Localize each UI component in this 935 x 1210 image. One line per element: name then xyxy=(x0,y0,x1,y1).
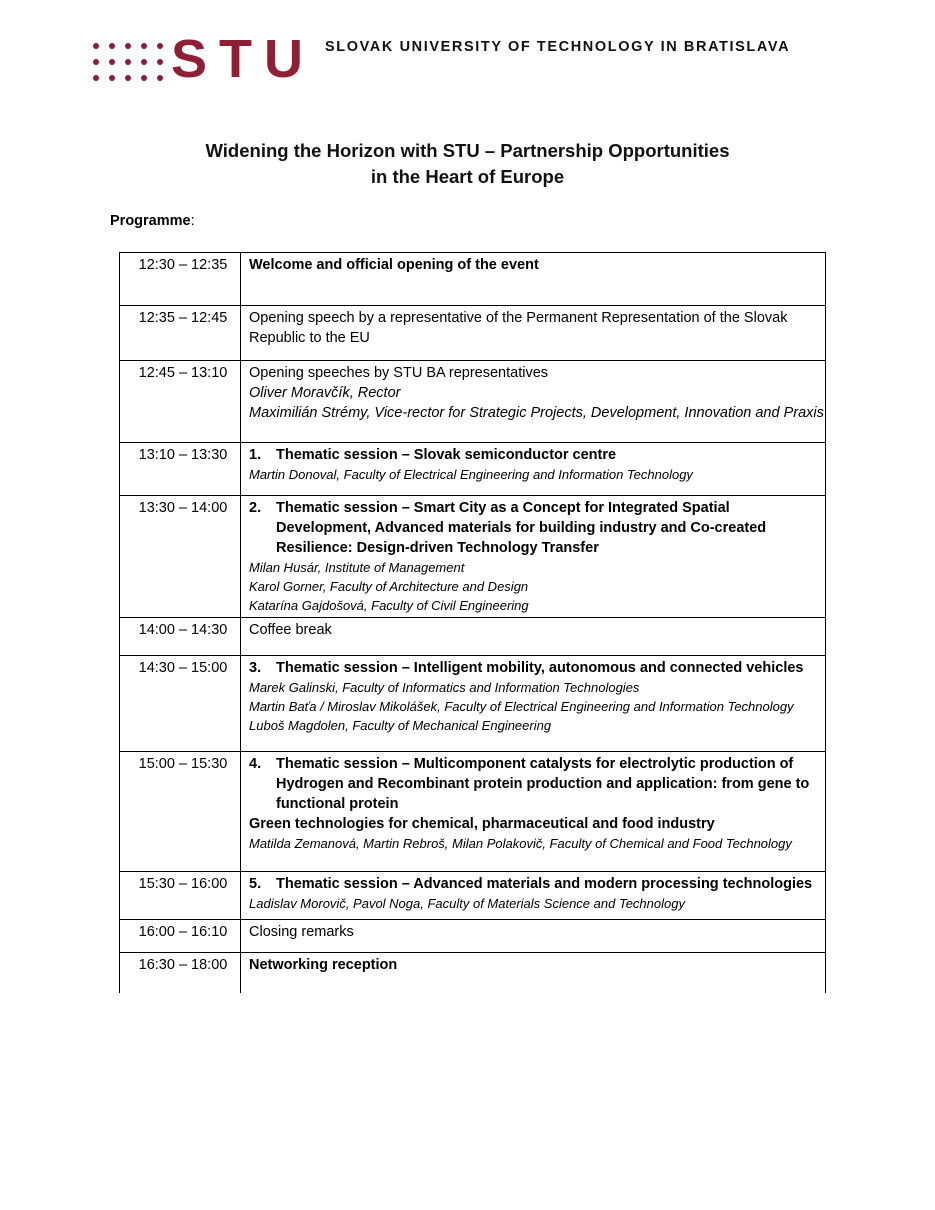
speaker-name: Matilda Zemanová, Martin Rebroš, Milan Polakovič, Faculty of Chemical and Food Technology xyxy=(249,836,792,851)
session-number: 1. xyxy=(249,447,262,463)
agenda-time: 12:30 – 12:35 xyxy=(120,253,241,306)
agenda-time: 15:30 – 16:00 xyxy=(120,872,241,920)
speaker-name: Maximilián Strémy, Vice-rector for Strategic Projects, Development, Innovation and Praxis xyxy=(249,405,824,421)
speaker-name: Martin Baťa / Miroslav Mikolášek, Faculty of Electrical Engineering and Information Technology xyxy=(249,699,794,714)
speaker-name: Katarína Gajdošová, Faculty of Civil Engineering xyxy=(249,598,529,613)
speaker-name: Milan Husár, Institute of Management xyxy=(249,560,465,575)
session-title xyxy=(249,754,825,814)
university-name: SLOVAK UNIVERSITY OF TECHNOLOGY IN BRATISLAVA xyxy=(325,39,791,55)
agenda-item-text: Coffee break xyxy=(249,622,332,638)
title-line-1: Widening the Horizon with STU – Partnership Opportunities xyxy=(205,140,730,161)
session-title xyxy=(249,874,825,894)
agenda-time: 14:00 – 14:30 xyxy=(120,618,241,656)
agenda-item xyxy=(241,920,826,953)
agenda-item xyxy=(241,872,826,920)
agenda-item xyxy=(241,618,826,656)
session-title-text: Thematic session – Advanced materials and modern processing technologies xyxy=(276,876,813,892)
speaker-name: Martin Donoval, Faculty of Electrical Engineering and Information Technology xyxy=(249,467,693,482)
session-subtitle: Green technologies for chemical, pharmaceutical and food industry xyxy=(249,816,715,832)
agenda-row xyxy=(120,443,826,496)
agenda-table xyxy=(119,252,826,993)
agenda-row xyxy=(120,306,826,361)
agenda-row xyxy=(120,872,826,920)
speaker-name: Luboš Magdolen, Faculty of Mechanical Engineering xyxy=(249,718,552,733)
speaker-name: Karol Gorner, Faculty of Architecture and Design xyxy=(249,579,529,594)
agenda-item xyxy=(241,953,826,993)
session-number: 2. xyxy=(249,500,262,516)
agenda-time: 12:45 – 13:10 xyxy=(120,361,241,443)
session-title-text: Thematic session – Smart City as a Concept for Integrated Spatial Development, Advanced materials for building industry and Co-created Resilience: Design-driven Technology Transfer xyxy=(276,500,767,556)
session-title xyxy=(249,498,825,558)
agenda-item-text: Opening speeches by STU BA representatives xyxy=(249,365,549,381)
session-number: 5. xyxy=(249,876,262,892)
document-title xyxy=(0,138,935,190)
title-line-2: in the Heart of Europe xyxy=(370,166,565,187)
agenda-row xyxy=(120,361,826,443)
logo-dots-icon xyxy=(93,43,165,83)
agenda-item xyxy=(241,496,826,618)
agenda-item xyxy=(241,656,826,752)
agenda-row xyxy=(120,253,826,306)
session-title-text: Thematic session – Multicomponent catalysts for electrolytic production of Hydrogen and Recombinant protein production and application: from gene to functional protein xyxy=(276,756,810,812)
agenda-item xyxy=(241,443,826,496)
agenda-time: 12:35 – 12:45 xyxy=(120,306,241,361)
agenda-row xyxy=(120,656,826,752)
agenda-row xyxy=(120,920,826,953)
session-number: 3. xyxy=(249,660,262,676)
agenda-item-text: Closing remarks xyxy=(249,924,354,940)
stu-logo xyxy=(93,29,315,89)
agenda-item-text: Welcome and official opening of the event xyxy=(249,257,539,273)
agenda-item-text: Networking reception xyxy=(249,957,398,973)
logo-wordmark: STU xyxy=(171,29,315,89)
session-title-text: Thematic session – Intelligent mobility, autonomous and connected vehicles xyxy=(276,660,804,676)
agenda-row xyxy=(120,496,826,618)
agenda-row xyxy=(120,953,826,993)
programme-label: Programme: xyxy=(110,213,195,229)
speaker-name: Ladislav Morovič, Pavol Noga, Faculty of Materials Science and Technology xyxy=(249,896,685,911)
speaker-name: Oliver Moravčík, Rector xyxy=(249,385,401,401)
agenda-item-text: Opening speech by a representative of the Permanent Representation of the Slovak Republic to the EU xyxy=(249,310,788,346)
agenda-item xyxy=(241,306,826,361)
agenda-time: 13:10 – 13:30 xyxy=(120,443,241,496)
session-title xyxy=(249,658,825,678)
agenda-item xyxy=(241,253,826,306)
speaker-name: Marek Galinski, Faculty of Informatics and Information Technologies xyxy=(249,680,640,695)
agenda-row xyxy=(120,752,826,872)
session-title xyxy=(249,445,825,465)
agenda-item xyxy=(241,752,826,872)
agenda-row xyxy=(120,618,826,656)
session-number: 4. xyxy=(249,756,262,772)
agenda-time: 13:30 – 14:00 xyxy=(120,496,241,618)
agenda-time: 16:30 – 18:00 xyxy=(120,953,241,993)
agenda-time: 16:00 – 16:10 xyxy=(120,920,241,953)
session-title-text: Thematic session – Slovak semiconductor centre xyxy=(276,447,617,463)
agenda-time: 14:30 – 15:00 xyxy=(120,656,241,752)
programme-label-text: Programme xyxy=(110,213,191,229)
agenda-time: 15:00 – 15:30 xyxy=(120,752,241,872)
agenda-item xyxy=(241,361,826,443)
